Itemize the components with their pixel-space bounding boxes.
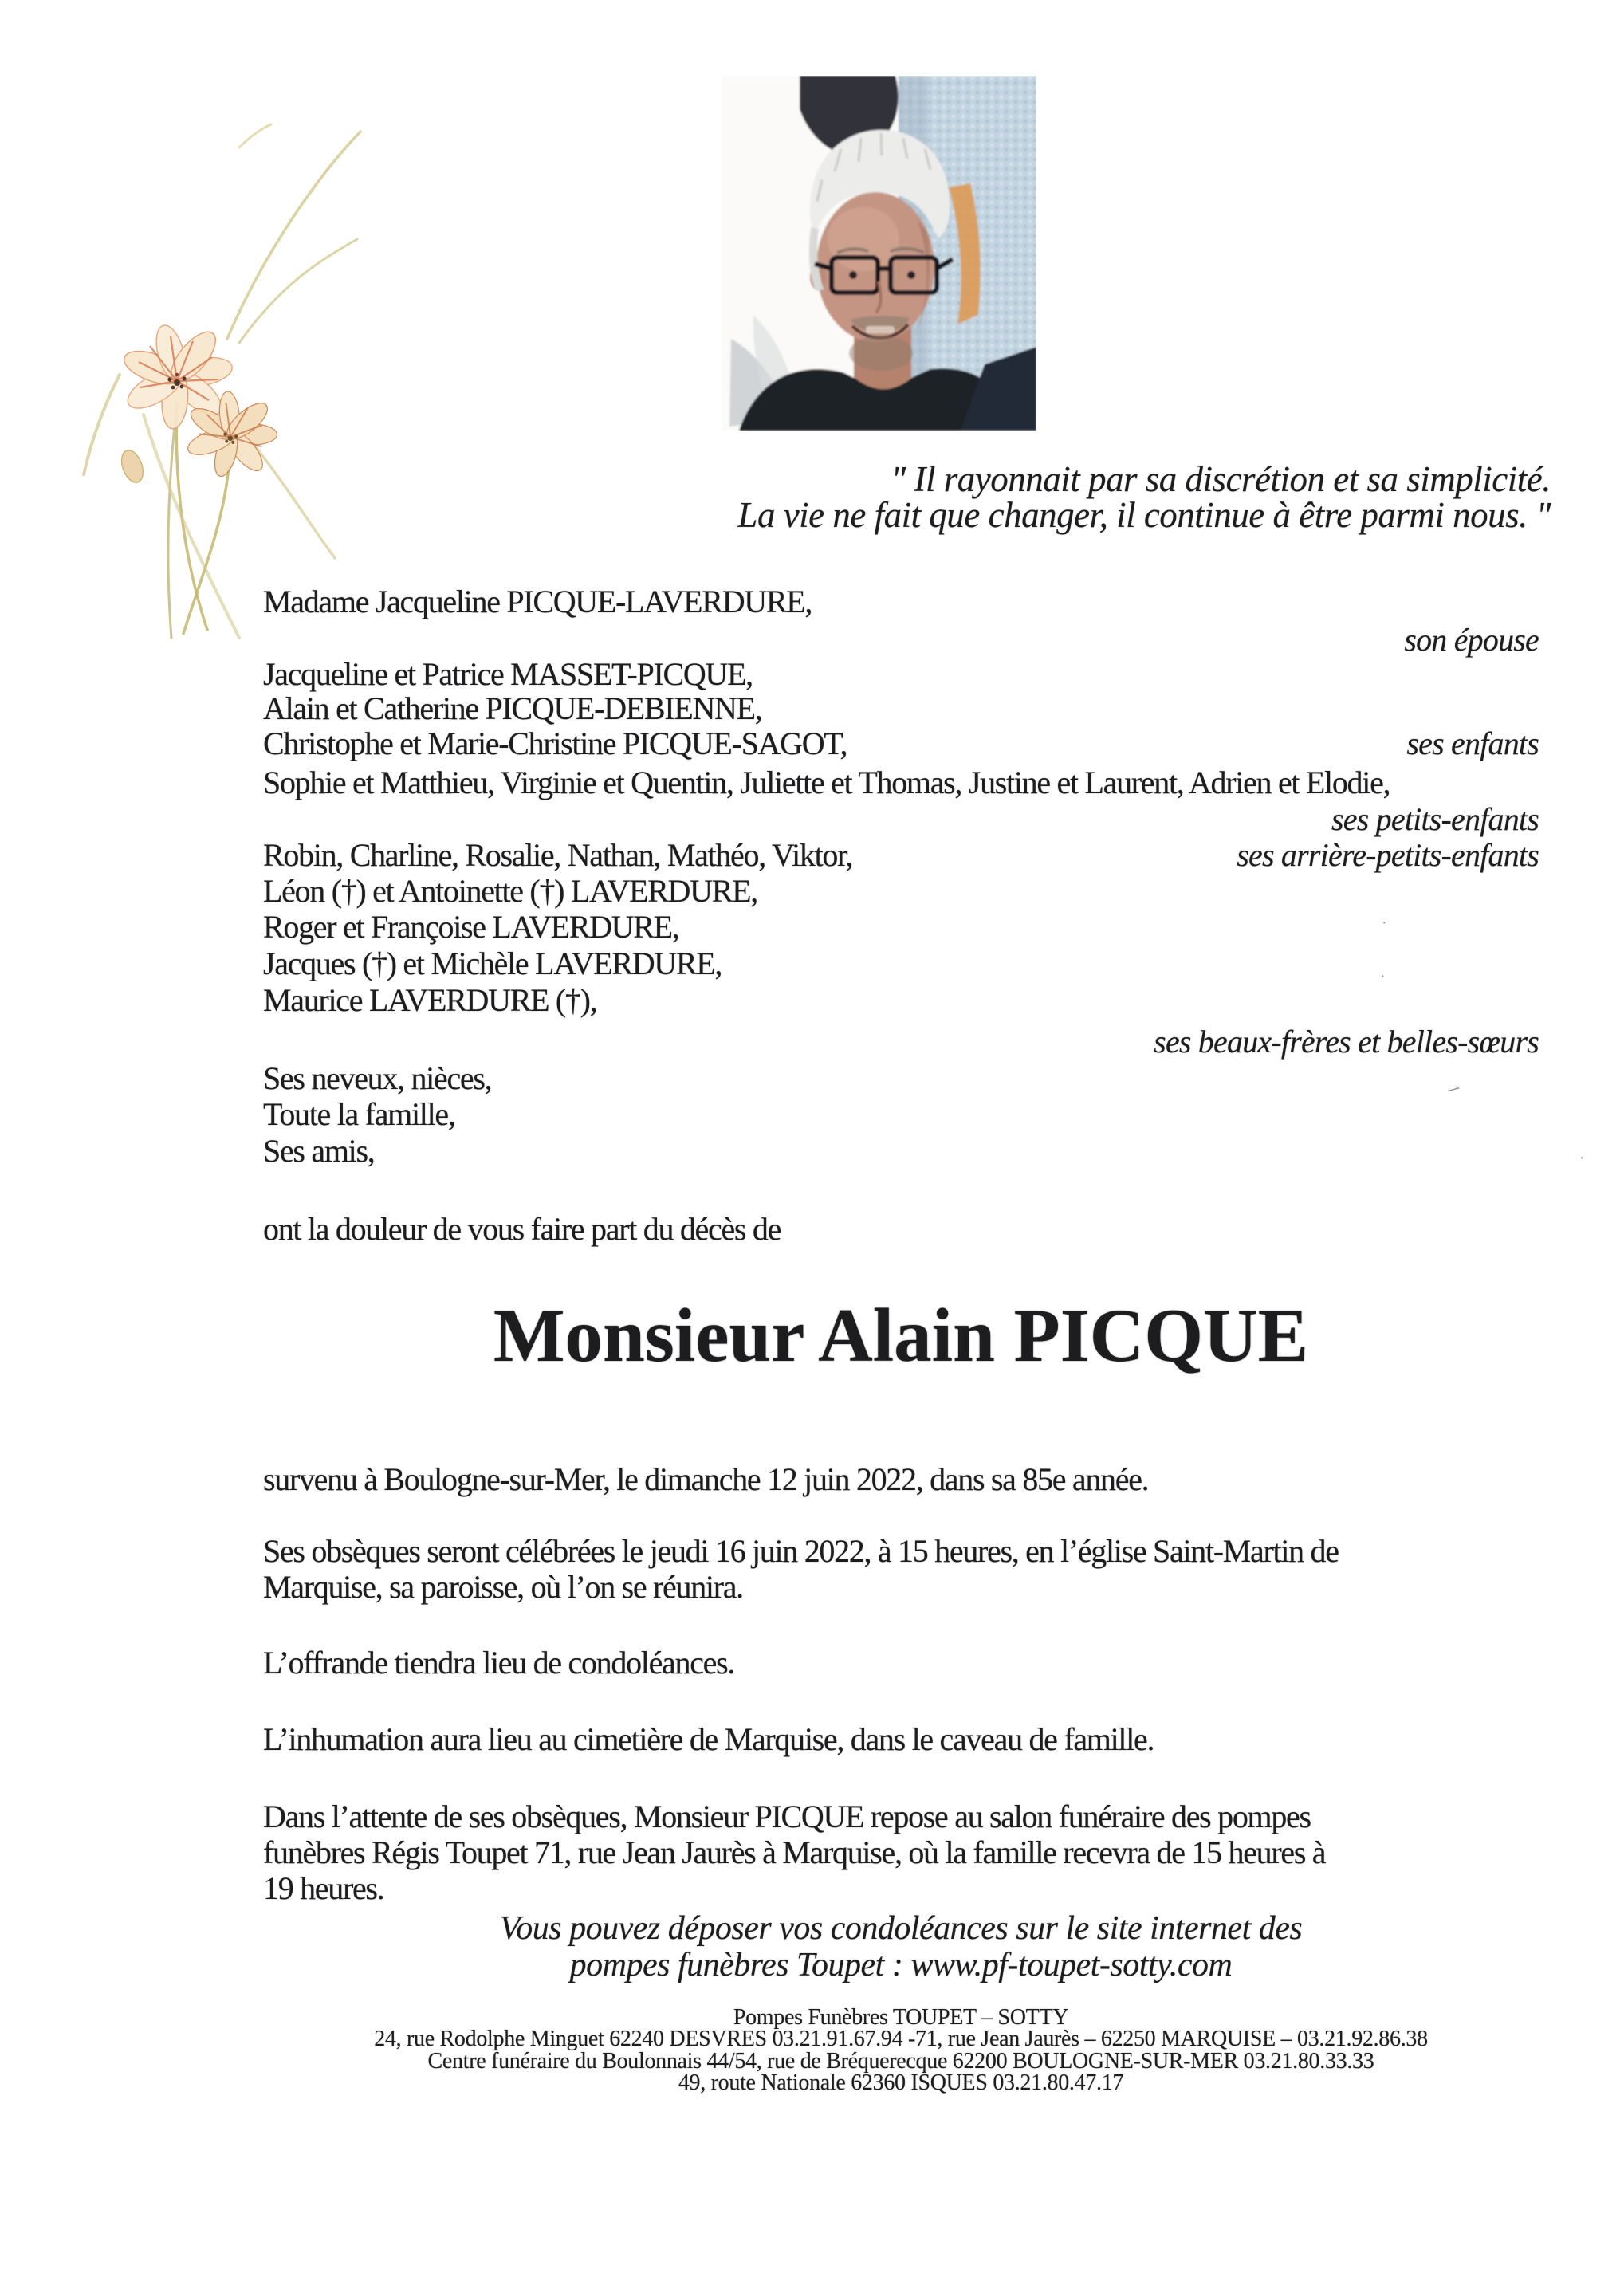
scan-speck: · — [1579, 1150, 1585, 1167]
family-row — [263, 583, 1539, 619]
family-row — [263, 690, 1539, 725]
family-names: Jacques (†) et Michèle LAVERDURE, — [263, 946, 722, 981]
scan-speck: · — [1380, 968, 1386, 985]
family-row — [263, 945, 1539, 985]
family-row — [263, 764, 1539, 800]
announcement-intro: ont la douleur de vous faire part du décès de — [263, 1211, 781, 1247]
family-names: Christophe et Marie-Christine PICQUE-SAGOT, — [263, 725, 847, 761]
visitation-line-2: funèbres Régis Toupet 71, rue Jean Jaurès à Marquise, où la famille recevra de 15 heures à — [263, 1834, 1326, 1870]
deceased-name: Monsieur Alain PICQUE — [493, 1293, 1309, 1378]
funeral-line-1: Ses obsèques seront célébrées le jeudi 16 juin 2022, à 15 heures, en l’église Saint-Martin de — [263, 1533, 1339, 1569]
family-names: Alain et Catherine PICQUE-DEBIENNE, — [263, 690, 762, 726]
condolences-note — [263, 1910, 1539, 1983]
visitation-line-1: Dans l’attente de ses obsèques, Monsieur PICQUE repose au salon funéraire des pompes — [263, 1799, 1311, 1834]
funeral-home-address-2: Centre funéraire du Boulonnais 44/54, rue de Bréquerecque 62200 BOULOGNE-SUR-MER 03.21.80.33.33 — [427, 2048, 1374, 2074]
relation-label: son épouse — [1404, 622, 1539, 658]
family-row — [263, 908, 1539, 944]
condolences-line-2: pompes funèbres Toupet : www.pf-toupet-sotty.com — [569, 1947, 1233, 1983]
family-row — [263, 725, 1539, 761]
family-row — [263, 1132, 1539, 1168]
funeral-line-2: Marquise, sa paroisse, où l’on se réunira. — [263, 1569, 743, 1605]
family-names: Madame Jacqueline PICQUE-LAVERDURE, — [263, 584, 812, 619]
family-names: Roger et Françoise LAVERDURE, — [263, 909, 679, 945]
relation-label: ses enfants — [1406, 725, 1539, 761]
relation-label: ses petits-enfants — [1331, 801, 1539, 837]
family-row — [263, 1060, 1539, 1100]
visitation-line-3: 19 heures. — [263, 1870, 384, 1906]
relation-label: ses beaux-frères et belles-sœurs — [1154, 1024, 1539, 1060]
scan-speck: · — [1382, 914, 1387, 932]
condolences-line-1: Vous pouvez déposer vos condoléances sur le site internet des — [499, 1910, 1303, 1947]
funeral-home-footer — [263, 2007, 1539, 2094]
offering-line: L’offrande tiendra lieu de condoléances. — [263, 1645, 735, 1681]
family-names: Léon (†) et Antoinette (†) LAVERDURE, — [263, 873, 757, 909]
family-row — [263, 800, 1539, 836]
family-names: Jacqueline et Patrice MASSET-PICQUE, — [263, 656, 753, 692]
family-row — [263, 655, 1539, 691]
funeral-home-address-3: 49, route Nationale 62360 ISQUES 03.21.80.47.17 — [678, 2070, 1124, 2096]
family-row — [263, 1023, 1539, 1059]
scan-speck: ⇀ — [1445, 1079, 1463, 1100]
quote-line-2: La vie ne fait que changer, il continue à être parmi nous. " — [737, 495, 1551, 535]
family-names: Sophie et Matthieu, Virginie et Quentin, Juliette et Thomas, Justine et Laurent, Adrien et Elodie, — [263, 765, 1390, 800]
relation-label: ses arrière-petits-enfants — [1237, 837, 1539, 873]
burial-line: L’inhumation aura lieu au cimetière de Marquise, dans le caveau de famille. — [263, 1721, 1154, 1757]
funeral-home-address-1: 24, rue Rodolphe Minguet 62240 DESVRES 03.21.91.67.94 -71, rue Jean Jaurès – 62250 MARQUISE – 03.21.92.86.38 — [374, 2027, 1428, 2052]
family-names: Robin, Charline, Rosalie, Nathan, Mathéo, Viktor, — [263, 837, 853, 873]
family-row — [263, 981, 1539, 1017]
family-names: Toute la famille, — [263, 1096, 455, 1132]
funeral-home-name: Pompes Funèbres TOUPET – SOTTY — [733, 2005, 1069, 2030]
quote-line-1: " Il rayonnait par sa discrétion et sa simplicité. — [891, 459, 1551, 499]
death-line: survenu à Boulogne-sur-Mer, le dimanche 12 juin 2022, dans sa 85e année. — [263, 1461, 1149, 1497]
family-row — [263, 1095, 1539, 1131]
funeral-paragraph — [263, 1533, 1339, 1605]
family-names: Maurice LAVERDURE (†), — [263, 982, 597, 1018]
family-row — [263, 836, 1539, 872]
family-row — [263, 621, 1539, 657]
family-row — [263, 872, 1539, 908]
family-names: Ses amis, — [263, 1133, 375, 1169]
visitation-paragraph — [263, 1799, 1325, 1906]
family-names: Ses neveux, nièces, — [263, 1060, 492, 1096]
